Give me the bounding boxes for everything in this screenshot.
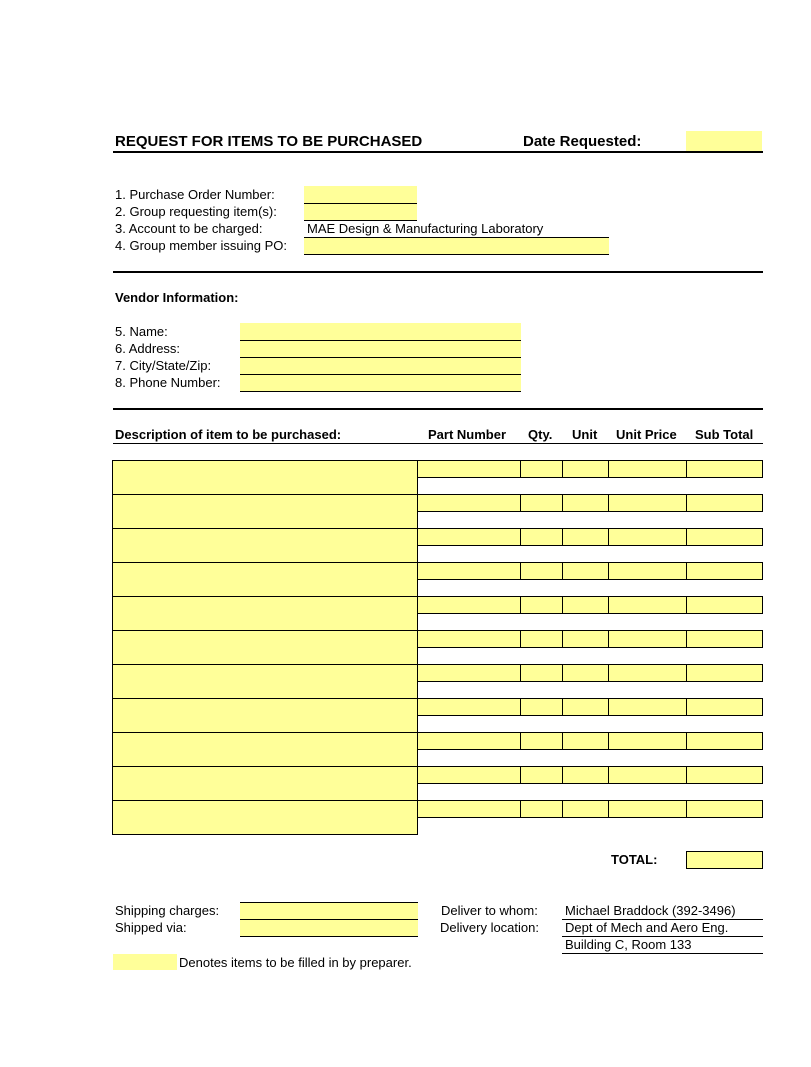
item-description-cell[interactable] bbox=[112, 732, 418, 767]
item-description-cell[interactable] bbox=[112, 528, 418, 563]
deliver-to-whom-label: Deliver to whom: bbox=[441, 903, 538, 918]
item-sub-total-cell[interactable] bbox=[686, 494, 763, 512]
col-unit-price-header: Unit Price bbox=[616, 427, 677, 442]
item-part-number-cell[interactable] bbox=[417, 698, 521, 716]
group-requesting-field[interactable] bbox=[304, 204, 417, 220]
item-qty-cell[interactable] bbox=[520, 528, 563, 546]
po-section-rule bbox=[113, 271, 763, 273]
item-description-cell[interactable] bbox=[112, 800, 418, 835]
item-description-cell[interactable] bbox=[112, 596, 418, 631]
vendor-address-label: 6. Address: bbox=[115, 341, 181, 356]
item-sub-total-cell[interactable] bbox=[686, 664, 763, 682]
shipped-via-underline bbox=[240, 936, 418, 937]
shipping-charges-label: Shipping charges: bbox=[115, 903, 220, 918]
item-unit-cell[interactable] bbox=[562, 562, 609, 580]
item-qty-cell[interactable] bbox=[520, 766, 563, 784]
group-member-label: 4. Group member issuing PO: bbox=[115, 238, 287, 253]
total-label: TOTAL: bbox=[611, 852, 658, 867]
delivery-line-1[interactable]: Michael Braddock (392-3496) bbox=[565, 903, 736, 918]
group-member-underline bbox=[304, 254, 609, 255]
item-unit-price-cell[interactable] bbox=[608, 800, 687, 818]
col-unit-header: Unit bbox=[572, 427, 598, 442]
vendor-phone-field[interactable] bbox=[240, 375, 521, 391]
form-title: REQUEST FOR ITEMS TO BE PURCHASED bbox=[115, 133, 423, 150]
item-qty-cell[interactable] bbox=[520, 596, 563, 614]
item-unit-price-cell[interactable] bbox=[608, 596, 687, 614]
item-description-cell[interactable] bbox=[112, 766, 418, 801]
item-unit-price-cell[interactable] bbox=[608, 630, 687, 648]
delivery-line-3-underline bbox=[562, 953, 763, 954]
vendor-city-label: 7. City/State/Zip: bbox=[115, 358, 212, 373]
total-field[interactable] bbox=[686, 851, 763, 869]
delivery-line-2[interactable]: Dept of Mech and Aero Eng. bbox=[565, 920, 729, 935]
item-sub-total-cell[interactable] bbox=[686, 732, 763, 750]
item-description-cell[interactable] bbox=[112, 664, 418, 699]
po-number-field[interactable] bbox=[304, 186, 417, 203]
item-unit-cell[interactable] bbox=[562, 630, 609, 648]
item-unit-cell[interactable] bbox=[562, 494, 609, 512]
item-part-number-cell[interactable] bbox=[417, 494, 521, 512]
account-charged-value[interactable]: MAE Design & Manufacturing Laboratory bbox=[307, 221, 544, 236]
item-unit-cell[interactable] bbox=[562, 528, 609, 546]
item-unit-cell[interactable] bbox=[562, 732, 609, 750]
item-qty-cell[interactable] bbox=[520, 494, 563, 512]
legend-text: Denotes items to be filled in by preparer. bbox=[179, 955, 412, 970]
item-unit-price-cell[interactable] bbox=[608, 732, 687, 750]
vendor-phone-label: 8. Phone Number: bbox=[115, 375, 221, 390]
item-unit-price-cell[interactable] bbox=[608, 698, 687, 716]
item-part-number-cell[interactable] bbox=[417, 732, 521, 750]
col-qty-header: Qty. bbox=[528, 427, 553, 442]
delivery-line-3[interactable]: Building C, Room 133 bbox=[565, 937, 692, 952]
item-description-cell[interactable] bbox=[112, 460, 418, 495]
item-description-cell[interactable] bbox=[112, 562, 418, 597]
col-description-header: Description of item to be purchased: bbox=[115, 427, 342, 442]
item-qty-cell[interactable] bbox=[520, 698, 563, 716]
vendor-city-field[interactable] bbox=[240, 358, 521, 374]
item-part-number-cell[interactable] bbox=[417, 630, 521, 648]
item-sub-total-cell[interactable] bbox=[686, 766, 763, 784]
item-qty-cell[interactable] bbox=[520, 732, 563, 750]
item-description-cell[interactable] bbox=[112, 494, 418, 529]
shipped-via-label: Shipped via: bbox=[115, 920, 187, 935]
delivery-location-label: Delivery location: bbox=[440, 920, 539, 935]
item-qty-cell[interactable] bbox=[520, 630, 563, 648]
item-sub-total-cell[interactable] bbox=[686, 698, 763, 716]
item-part-number-cell[interactable] bbox=[417, 664, 521, 682]
item-unit-price-cell[interactable] bbox=[608, 766, 687, 784]
item-part-number-cell[interactable] bbox=[417, 562, 521, 580]
item-part-number-cell[interactable] bbox=[417, 528, 521, 546]
item-qty-cell[interactable] bbox=[520, 800, 563, 818]
item-unit-price-cell[interactable] bbox=[608, 562, 687, 580]
item-part-number-cell[interactable] bbox=[417, 766, 521, 784]
date-requested-label: Date Requested: bbox=[523, 133, 642, 150]
group-requesting-label: 2. Group requesting item(s): bbox=[115, 204, 277, 219]
vendor-address-field[interactable] bbox=[240, 341, 521, 357]
item-unit-price-cell[interactable] bbox=[608, 528, 687, 546]
item-description-cell[interactable] bbox=[112, 630, 418, 665]
item-sub-total-cell[interactable] bbox=[686, 800, 763, 818]
item-qty-cell[interactable] bbox=[520, 562, 563, 580]
header-rule bbox=[113, 151, 763, 153]
item-sub-total-cell[interactable] bbox=[686, 460, 763, 478]
item-unit-cell[interactable] bbox=[562, 800, 609, 818]
col-part-number-header: Part Number bbox=[428, 427, 507, 442]
vendor-heading: Vendor Information: bbox=[115, 290, 239, 305]
item-unit-price-cell[interactable] bbox=[608, 460, 687, 478]
date-requested-field[interactable] bbox=[686, 131, 762, 151]
account-charged-label: 3. Account to be charged: bbox=[115, 221, 263, 236]
po-number-label: 1. Purchase Order Number: bbox=[115, 187, 275, 202]
item-sub-total-cell[interactable] bbox=[686, 528, 763, 546]
vendor-name-field[interactable] bbox=[240, 323, 521, 340]
item-qty-cell[interactable] bbox=[520, 460, 563, 478]
item-unit-cell[interactable] bbox=[562, 664, 609, 682]
item-part-number-cell[interactable] bbox=[417, 596, 521, 614]
shipped-via-field[interactable] bbox=[240, 920, 418, 936]
group-member-field[interactable] bbox=[304, 238, 609, 254]
item-unit-cell[interactable] bbox=[562, 460, 609, 478]
item-sub-total-cell[interactable] bbox=[686, 596, 763, 614]
vendor-section-rule bbox=[113, 408, 763, 410]
shipping-charges-field[interactable] bbox=[240, 903, 418, 919]
item-part-number-cell[interactable] bbox=[417, 800, 521, 818]
item-unit-cell[interactable] bbox=[562, 698, 609, 716]
item-description-cell[interactable] bbox=[112, 698, 418, 733]
vendor-phone-underline bbox=[240, 391, 521, 392]
item-unit-price-cell[interactable] bbox=[608, 494, 687, 512]
item-sub-total-cell[interactable] bbox=[686, 630, 763, 648]
vendor-name-label: 5. Name: bbox=[115, 324, 168, 339]
col-sub-total-header: Sub Total bbox=[695, 427, 754, 442]
item-part-number-cell[interactable] bbox=[417, 460, 521, 478]
item-unit-price-cell[interactable] bbox=[608, 664, 687, 682]
items-header-underline bbox=[113, 443, 763, 444]
item-unit-cell[interactable] bbox=[562, 596, 609, 614]
item-unit-cell[interactable] bbox=[562, 766, 609, 784]
item-sub-total-cell[interactable] bbox=[686, 562, 763, 580]
legend-swatch bbox=[113, 954, 177, 970]
item-qty-cell[interactable] bbox=[520, 664, 563, 682]
